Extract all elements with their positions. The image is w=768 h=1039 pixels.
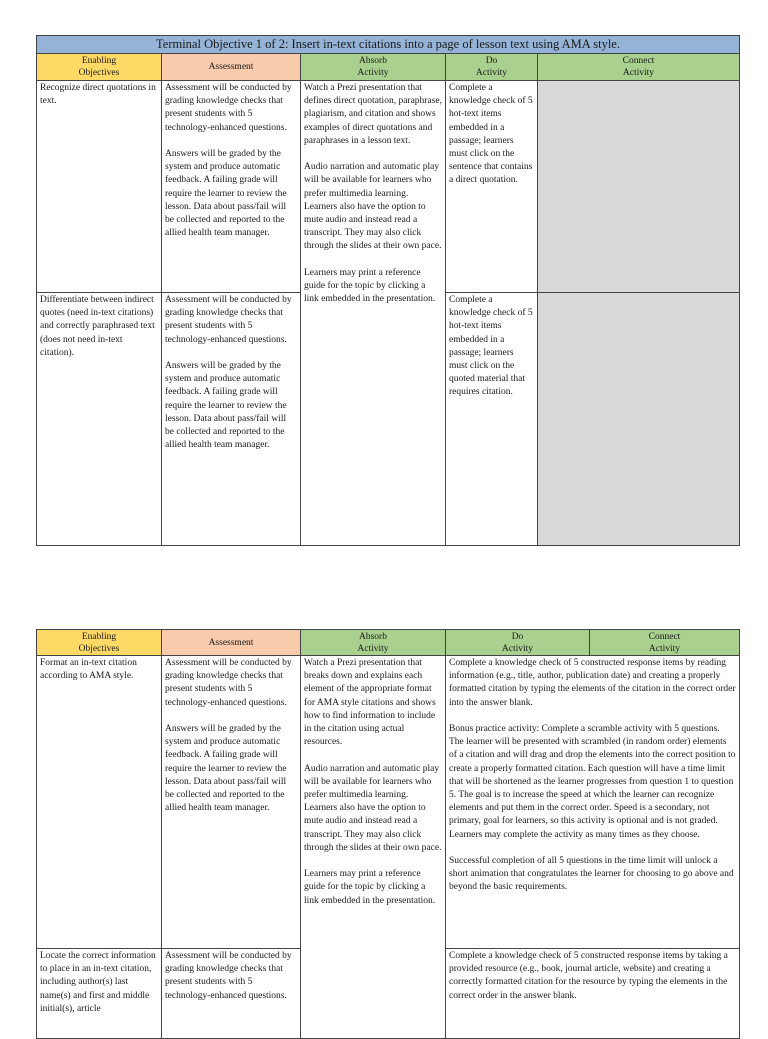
- objective-cell: Differentiate between indirect quotes (need in-text citations) and correctly paraphrased text (does not need in-text citation).: [37, 293, 162, 546]
- header-assessment: Assessment: [162, 54, 301, 81]
- header-enabling-objectives: Enabling Objectives: [37, 630, 162, 656]
- absorb-cell: Watch a Prezi presentation that defines direct quotation, paraphrase, plagiarism, and citation and shows examples of direct quotations and paraphrases in a lesson text. Audio narration and automatic play will be available for learners who prefer multimedia learning. Learners also have the option to mute audio and instead read a transcript. They may also click through the slides at their own pace. Learners may print a reference guide for the topic by clicking a link embedded in the presentation.: [301, 81, 446, 546]
- header-do-activity: Do Activity: [446, 630, 590, 656]
- do-cell: Complete a knowledge check of 5 constructed response items by taking a provided resource (e.g., book, journal article, website) and creating a correctly formatted citation for the resource by typing the elements in the correct order in the answer blank.: [446, 949, 740, 1039]
- assessment-cell: Assessment will be conducted by grading knowledge checks that present students with 5 technology-enhanced questions. Answers will be graded by the system and produce automatic feedback. A failing grade will require the learner to review the lesson. Data about pass/fail will be collected and reported to the allied health team manager.: [162, 293, 301, 546]
- assessment-cell: Assessment will be conducted by grading knowledge checks that present students with 5 technology-enhanced questions. Answers will be graded by the system and produce automatic feedback. A failing grade will require the learner to review the lesson. Data about pass/fail will be collected and reported to the allied health team manager.: [162, 656, 301, 949]
- objective-cell: Format an in-text citation according to AMA style.: [37, 656, 162, 949]
- header-connect-activity: Connect Activity: [590, 630, 740, 656]
- lesson-plan-table-1: [36, 35, 740, 546]
- table-row: [37, 656, 740, 949]
- objective-cell: Recognize direct quotations in text.: [37, 81, 162, 293]
- header-connect-activity: Connect Activity: [538, 54, 740, 81]
- connect-cell-empty: [538, 293, 740, 546]
- connect-cell-empty: [538, 81, 740, 293]
- header-row: [37, 54, 740, 81]
- objective-cell: Locate the correct information to place in an in-text citation, including author(s) last name(s) and first and middle initial(s), article: [37, 949, 162, 1039]
- table-row: [37, 81, 740, 293]
- do-cell: Complete a knowledge check of 5 constructed response items by reading information (e.g., title, author, publication date) and creating a properly formatted citation by typing the elements of the citation in the correct order into the answer blank. Bonus practice activity: Complete a scramble activity with 5 questions. The learner will be presented with scrambled (in random order) elements of a citation and will drag and drop the elements into the correct position to create a properly formatted citation. Each question will have a time limit that will be shortened as the learner progresses from question 1 to question 5. The goal is to increase the speed at which the learner can recognize elements and put them in the correct order. Speed is a secondary, not primary, goal for learners, so this activity is optional and is not graded. Learners may complete the activity as many times as they choose. Successful completion of all 5 questions in the time limit will unlock a short animation that congratulates the learner for choosing to go above and beyond the basic requirements.: [446, 656, 740, 949]
- do-cell: Complete a knowledge check of 5 hot-text items embedded in a passage; learners must click on the quoted material that requires citation.: [446, 293, 538, 546]
- header-absorb-activity: Absorb Activity: [301, 630, 446, 656]
- do-cell: Complete a knowledge check of 5 hot-text items embedded in a passage; learners must click on the sentence that contains a direct quotation.: [446, 81, 538, 293]
- header-assessment: Assessment: [162, 630, 301, 656]
- header-enabling-objectives: Enabling Objectives: [37, 54, 162, 81]
- header-absorb-activity: Absorb Activity: [301, 54, 446, 81]
- terminal-objective-title: Terminal Objective 1 of 2: Insert in-text citations into a page of lesson text using AMA style.: [37, 36, 740, 54]
- assessment-cell: Assessment will be conducted by grading knowledge checks that present students with 5 technology-enhanced questions. Answers will be graded by the system and produce automatic feedback. A failing grade will require the learner to review the lesson. Data about pass/fail will be collected and reported to the allied health team manager.: [162, 81, 301, 293]
- header-row: [37, 630, 740, 656]
- absorb-cell: Watch a Prezi presentation that breaks down and explains each element of the appropriate format for AMA style citations and shows how to find information to include in the citation using actual resources. Audio narration and automatic play will be available for learners who prefer multimedia learning. Learners also have the option to mute audio and instead read a transcript. They may also click through the slides at their own pace. Learners may print a reference guide for the topic by clicking a link embedded in the presentation.: [301, 656, 446, 1039]
- assessment-cell: Assessment will be conducted by grading knowledge checks that present students with 5 technology-enhanced questions.: [162, 949, 301, 1039]
- lesson-plan-table-2: [36, 629, 740, 1039]
- terminal-objective-row: [37, 36, 740, 54]
- header-do-activity: Do Activity: [446, 54, 538, 81]
